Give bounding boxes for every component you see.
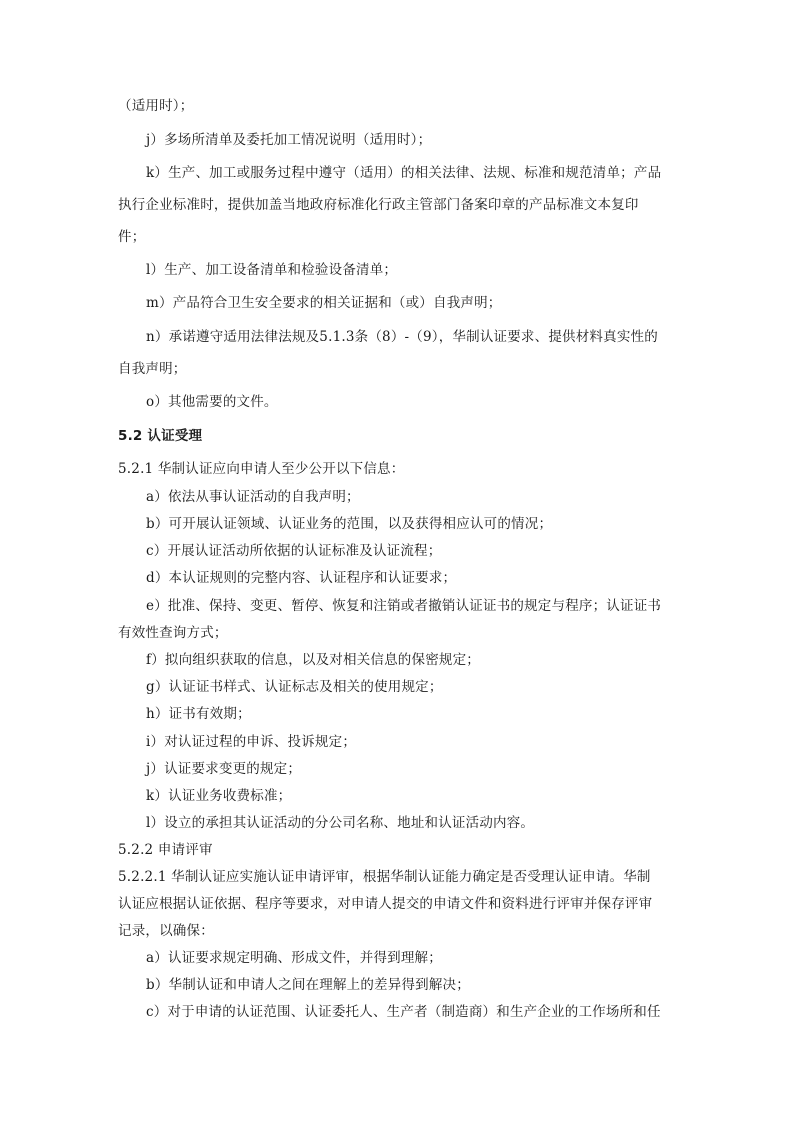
- clause-5-2-2: 5.2.2 申请评审: [118, 842, 213, 858]
- list-item-j: j）多场所清单及委托加工情况说明（适用时）；: [146, 132, 432, 148]
- text-line: 自我声明；: [118, 361, 187, 377]
- list-item-c: c）开展认证活动所依据的认证标准及认证流程；: [146, 543, 442, 559]
- list-item-b: b）可开展认证领域、认证业务的范围，以及获得相应认可的情况；: [146, 516, 553, 532]
- text-line: 执行企业标准时，提供加盖当地政府标准化行政主管部门备案印章的产品标准文本复印: [118, 197, 639, 213]
- text-line: 有效性查询方式；: [118, 625, 228, 641]
- list-item-o: o）其他需要的文件。: [146, 394, 278, 410]
- list-item-h: h）证书有效期；: [146, 706, 251, 722]
- list-item-g: g）认证证书样式、认证标志及相关的使用规定；: [146, 679, 443, 695]
- list-item-a: a）认证要求规定明确、形成文件，并得到理解；: [146, 950, 442, 966]
- text-line: 件；: [118, 229, 146, 245]
- list-item-e: e）批准、保持、变更、暂停、恢复和注销或者撤销认证证书的规定与程序；认证证书: [146, 598, 662, 614]
- list-item-a: a）依法从事认证活动的自我声明；: [146, 489, 360, 505]
- text-line: （适用时）；: [118, 98, 194, 114]
- list-item-n: n）承诺遵守适用法律法规及5.1.3条（8）-（9），华制认证要求、提供材料真实性的: [146, 329, 658, 345]
- clause-5-2-1: 5.2.1 华制认证应向申请人至少公开以下信息：: [118, 461, 405, 477]
- list-item-l: l）设立的承担其认证活动的分公司名称、地址和认证活动内容。: [146, 815, 535, 831]
- list-item-d: d）本认证规则的完整内容、认证程序和认证要求；: [146, 570, 457, 586]
- text-line: 认证应根据认证依据、程序等要求，对申请人提交的申请文件和资料进行评审并保存评审: [118, 896, 653, 912]
- clause-5-2-2-1: 5.2.2.1 华制认证应实施认证申请评审，根据华制认证能力确定是否受理认证申请。华制: [118, 869, 651, 885]
- list-item-m: m）产品符合卫生安全要求的相关证据和（或）自我声明；: [146, 295, 502, 311]
- list-item-c: c）对于申请的认证范围、认证委托人、生产者（制造商）和生产企业的工作场所和任: [146, 1004, 661, 1020]
- list-item-l: l）生产、加工设备清单和检验设备清单；: [146, 262, 398, 278]
- list-item-j: j）认证要求变更的规定；: [146, 761, 302, 777]
- list-item-b: b）华制认证和申请人之间在理解上的差异得到解决；: [146, 977, 470, 993]
- list-item-k: k）认证业务收费标准；: [146, 788, 292, 804]
- list-item-i: i）对认证过程的申诉、投诉规定；: [146, 734, 357, 750]
- list-item-k: k）生产、加工或服务过程中遵守（适用）的相关法律、法规、标准和规范清单；产品: [146, 165, 662, 181]
- list-item-f: f）拟向组织获取的信息，以及对相关信息的保密规定；: [146, 652, 480, 668]
- text-line: 记录，以确保：: [118, 923, 214, 939]
- section-heading-5-2: 5.2 认证受理: [118, 428, 203, 444]
